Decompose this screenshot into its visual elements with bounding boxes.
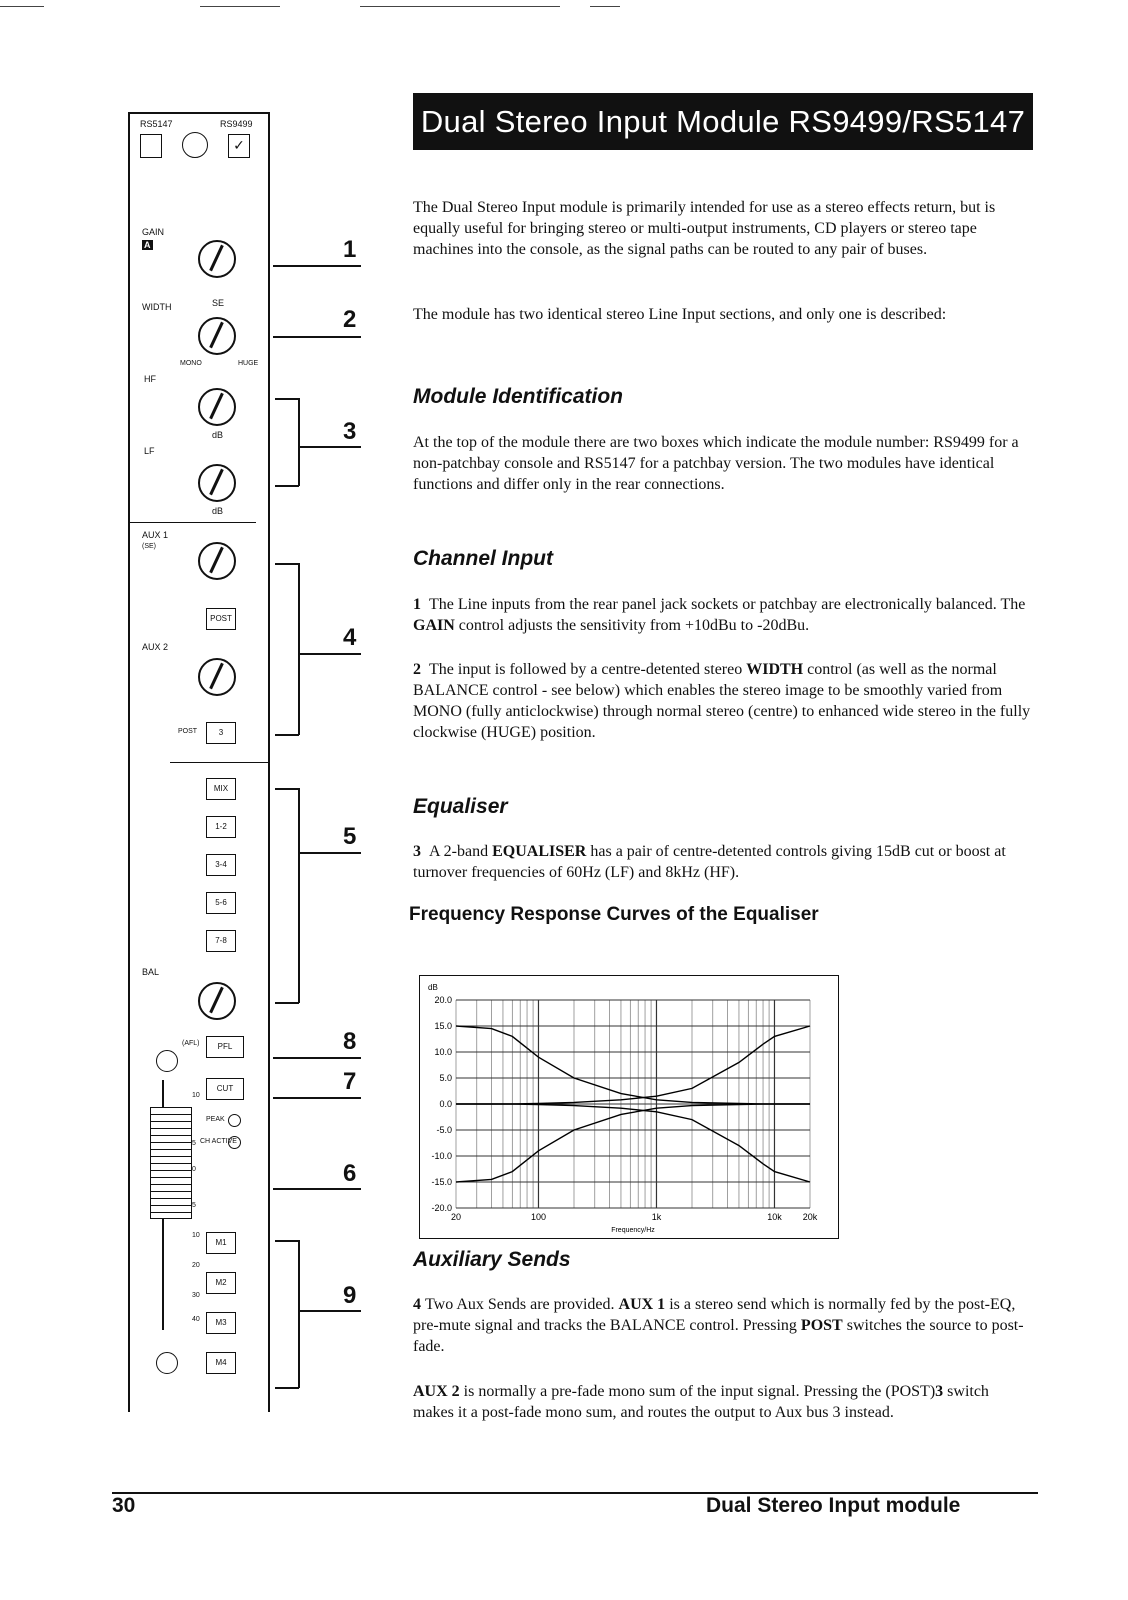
fader-scale-label: 10 — [192, 1092, 200, 1099]
eq-response-chart — [419, 975, 839, 1239]
divider — [128, 522, 256, 523]
callout-line-9 — [298, 1310, 361, 1312]
fader-scale-label: 0 — [192, 1166, 196, 1173]
text-run: The input is followed by a centre-detented stereo — [429, 661, 747, 678]
cut-button[interactable]: CUT — [206, 1078, 244, 1100]
text-run-bold: EQUALISER — [492, 843, 587, 860]
route-mix-button[interactable]: MIX — [206, 778, 236, 800]
text-run-bold: AUX 2 — [413, 1383, 460, 1400]
x-tick-label: 10k — [767, 1212, 782, 1222]
hf-db-label: dB — [212, 430, 224, 440]
width-label: WIDTH — [142, 302, 172, 312]
eq-curve-2 — [456, 1104, 810, 1182]
callout-line-8 — [273, 1057, 361, 1059]
text-run: control (as well as the normal BALANCE control - see below) which enables the stereo image to be smoothly varied from MONO (fully anticlockwise) through normal stereo (centre) to enhanced wide stereo in the fully clockwise (HUGE) position. — [413, 661, 1031, 741]
bal-label: BAL — [142, 967, 160, 977]
callout-line-3 — [298, 446, 361, 448]
width-knob[interactable] — [198, 317, 236, 355]
aux1-label: AUX 1 — [142, 530, 169, 540]
divider — [170, 762, 268, 763]
y-tick-label: 5.0 — [439, 1073, 452, 1083]
y-tick-label: -15.0 — [431, 1177, 452, 1187]
text-run: has a pair of centre-detented controls giving 15dB cut or boost at turnover frequencies of 60Hz (LF) and 8kHz (HF). — [413, 843, 1006, 881]
x-tick-label: 1k — [651, 1212, 662, 1222]
module-id-right: RS9499 — [220, 119, 253, 129]
section-heading-module-id: Module Identification — [413, 385, 623, 408]
fader-scale-label: 30 — [192, 1292, 200, 1299]
callout-bracket-4 — [298, 563, 300, 735]
aux2-post-label: POST — [178, 728, 198, 735]
y-tick-label: 15.0 — [434, 1021, 452, 1031]
top-rule — [360, 6, 560, 7]
fader-scale-label: 5 — [192, 1202, 196, 1209]
callout-bracket-4 — [275, 563, 299, 565]
eq-curve-3 — [456, 1026, 810, 1104]
mute-m4-button[interactable]: M4 — [206, 1352, 236, 1374]
callout-4: 4 — [343, 624, 357, 651]
callout-bracket-5 — [275, 788, 299, 790]
callout-bracket-9 — [298, 1240, 300, 1388]
fader-knob[interactable] — [150, 1107, 192, 1219]
fader-scale-label: 5 — [192, 1140, 196, 1147]
callout-9: 9 — [343, 1282, 357, 1309]
aux1-post-button[interactable]: POST — [206, 608, 236, 630]
text-run-bold: POST — [800, 1317, 843, 1334]
text-run: The Line inputs from the rear panel jack sockets or patchbay are electronically balanced. The — [429, 596, 1026, 613]
callout-6: 6 — [343, 1160, 357, 1187]
screw-icon — [156, 1352, 178, 1374]
route-7-8-button[interactable]: 7-8 — [206, 930, 236, 952]
callout-bracket-3 — [275, 398, 299, 400]
id-box-left — [140, 134, 162, 158]
callout-1: 1 — [343, 236, 357, 263]
module-strip-drawing — [120, 112, 278, 1432]
strip-edge-left — [128, 112, 130, 1412]
x-tick-label: 100 — [530, 1212, 546, 1222]
fader-scale-label: 10 — [192, 1232, 200, 1239]
ch-active-label: CH ACTIVE — [200, 1138, 237, 1145]
y-axis-label: dB — [428, 983, 438, 992]
peak-label: PEAK — [206, 1116, 225, 1123]
screw-icon — [156, 1050, 178, 1072]
y-tick-label: -5.0 — [436, 1125, 452, 1135]
callout-bracket-9 — [275, 1387, 299, 1389]
mute-m1-button[interactable]: M1 — [206, 1232, 236, 1254]
text-run: control adjusts the sensitivity from +10dBu to -20dBu. — [454, 617, 810, 634]
text-run-bold: 3 — [935, 1383, 944, 1400]
id-indicator — [182, 132, 208, 158]
callout-3: 3 — [343, 418, 357, 445]
text-run: Two Aux Sends are provided. — [425, 1296, 619, 1313]
callout-line-4 — [298, 653, 361, 655]
width-centre-label: SE — [212, 298, 225, 308]
intro-paragraph: The module has two identical stereo Line Input sections, and only one is described: — [413, 306, 947, 323]
callout-2: 2 — [343, 306, 357, 333]
hf-label: HF — [144, 374, 156, 384]
route-1-2-button[interactable]: 1-2 — [206, 816, 236, 838]
callout-bracket-4 — [275, 734, 299, 736]
eq-chart-svg — [420, 976, 838, 1238]
mute-m3-button[interactable]: M3 — [206, 1312, 236, 1334]
channel-input-paragraph-2 — [413, 659, 1033, 743]
top-rule — [590, 6, 620, 7]
aux-paragraph-2 — [413, 1381, 1033, 1423]
aux1-sub-label: (SE) — [142, 543, 156, 550]
ch-active-led — [228, 1136, 241, 1149]
fader-scale-label: 20 — [192, 1262, 200, 1269]
text-run: A 2-band — [429, 843, 493, 860]
text-run-bold: WIDTH — [746, 661, 804, 678]
mute-m2-button[interactable]: M2 — [206, 1272, 236, 1294]
gain-badge: A — [144, 240, 151, 250]
intro-paragraph: The Dual Stereo Input module is primarily intended for use as a stereo effects return, but is equally useful for bringing stereo or multi-output instruments, CD players or stereo tape machines into the console, as the signal paths can be routed to any pair of buses. — [413, 199, 996, 258]
strip-edge-top — [128, 112, 269, 114]
top-rule — [200, 6, 280, 7]
section-heading-equaliser: Equaliser — [413, 795, 508, 818]
peak-led — [228, 1114, 241, 1127]
gain-label: GAIN — [142, 227, 165, 237]
text-run: switch makes it a post-fade mono sum, and routes the output to Aux bus 3 instead. — [413, 1383, 989, 1421]
page-number: 30 — [112, 1494, 136, 1517]
width-huge-label: HUGE — [238, 360, 259, 367]
callout-line-6 — [273, 1188, 361, 1190]
page-title-bar — [413, 93, 1033, 150]
lf-label: LF — [144, 446, 155, 456]
callout-bracket-9 — [275, 1240, 299, 1242]
section-heading-channel-input: Channel Input — [413, 547, 553, 570]
x-axis-label: Frequency/Hz — [611, 1227, 655, 1234]
check-icon: ✓ — [228, 134, 250, 158]
text-run-bold: AUX 1 — [618, 1296, 666, 1313]
module-id-paragraph: At the top of the module there are two boxes which indicate the module number: RS9499 for a non-patchbay console and RS5147 for a patchbay version. The two modules have identical functions and differ only in the rear connections. — [413, 434, 1019, 493]
hf-knob[interactable] — [198, 388, 236, 426]
callout-line-7 — [273, 1097, 361, 1099]
aux1-knob[interactable] — [198, 542, 236, 580]
x-tick-label: 20 — [450, 1212, 462, 1222]
lf-knob[interactable] — [198, 464, 236, 502]
item-number: 3 — [413, 843, 421, 860]
module-id-left: RS5147 — [140, 119, 173, 129]
y-tick-label: 20.0 — [434, 995, 452, 1005]
strip-edge-right — [268, 112, 270, 1412]
callout-7: 7 — [343, 1068, 357, 1095]
callout-line-1 — [273, 265, 361, 267]
eq-curve-4 — [456, 1104, 810, 1182]
y-tick-label: 10.0 — [434, 1047, 452, 1057]
text-run: is normally a pre-fade mono sum of the input signal. Pressing the (POST) — [459, 1383, 936, 1400]
gain-knob[interactable] — [198, 240, 236, 278]
y-tick-label: -20.0 — [431, 1203, 452, 1213]
equaliser-paragraph — [413, 841, 1033, 883]
balance-knob[interactable] — [198, 982, 236, 1020]
item-number: 1 — [413, 596, 421, 613]
width-mono-label: MONO — [180, 360, 202, 367]
afl-label: (AFL) — [182, 1040, 200, 1047]
eq-curve-1 — [456, 1026, 810, 1104]
channel-input-paragraph-1 — [413, 594, 1033, 636]
footer-title: Dual Stereo Input module — [706, 1494, 961, 1517]
y-tick-label: -10.0 — [431, 1151, 452, 1161]
callout-line-5 — [298, 852, 361, 854]
callout-8: 8 — [343, 1028, 357, 1055]
text-run-bold: GAIN — [413, 617, 455, 634]
page-title: Dual Stereo Input Module RS9499/RS5147 — [420, 103, 1026, 139]
item-number: 2 — [413, 661, 421, 678]
aux-paragraph-1 — [413, 1294, 1033, 1357]
callout-5: 5 — [343, 823, 357, 850]
pfl-button[interactable]: PFL — [206, 1036, 244, 1058]
y-tick-label: 0.0 — [439, 1099, 452, 1109]
section-heading-aux: Auxiliary Sends — [413, 1248, 571, 1271]
x-tick-label: 20k — [802, 1212, 818, 1222]
route-3-4-button[interactable]: 3-4 — [206, 854, 236, 876]
text-run: switches the source to post-fade. — [413, 1317, 1024, 1355]
chart-heading: Frequency Response Curves of the Equaliser — [409, 904, 819, 925]
lf-db-label: dB — [212, 506, 224, 516]
callout-bracket-3 — [275, 485, 299, 487]
top-rule — [0, 6, 44, 7]
route-5-6-button[interactable]: 5-6 — [206, 892, 236, 914]
aux2-knob[interactable] — [198, 658, 236, 696]
item-number: 4 — [413, 1296, 421, 1313]
fader-scale-label: 40 — [192, 1316, 200, 1323]
text-run: is a stereo send which is normally fed by the post-EQ, pre-mute signal and tracks the BALANCE control. Pressing — [413, 1296, 1016, 1334]
callout-bracket-5 — [298, 788, 300, 1003]
aux2-label: AUX 2 — [142, 642, 169, 652]
callout-bracket-5 — [275, 1002, 299, 1004]
callout-line-2 — [273, 336, 361, 338]
aux2-post3-button[interactable]: 3 — [206, 722, 236, 744]
callout-bracket-3 — [298, 398, 300, 486]
